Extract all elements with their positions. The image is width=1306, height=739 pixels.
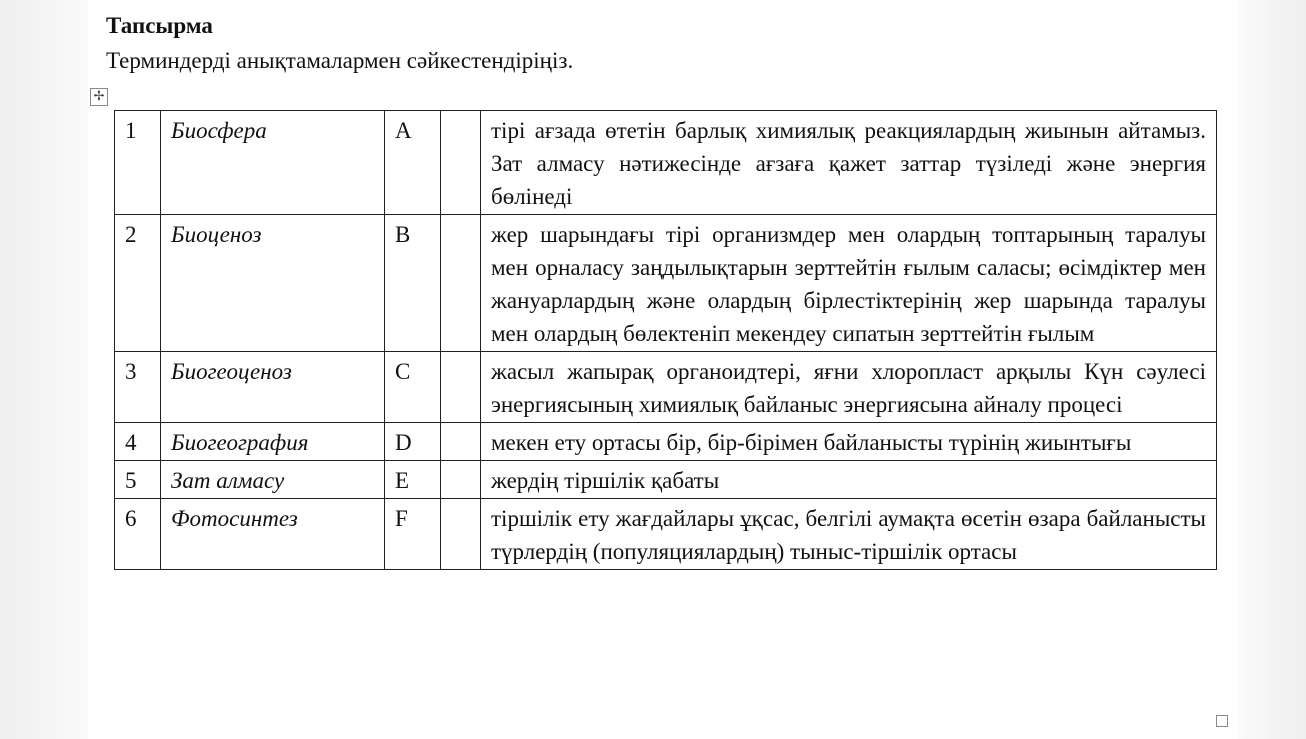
table-row — [115, 499, 1217, 570]
table-resize-handle[interactable] — [1216, 715, 1228, 727]
row-number[interactable]: 3 — [115, 352, 161, 423]
window-margin-left — [0, 0, 88, 739]
answer-cell[interactable] — [441, 352, 481, 423]
row-number[interactable]: 2 — [115, 215, 161, 352]
term-cell[interactable]: Зат алмасу — [161, 461, 385, 499]
matching-table — [114, 110, 1217, 570]
letter-cell[interactable]: F — [385, 499, 441, 570]
answer-cell[interactable] — [441, 499, 481, 570]
letter-cell[interactable]: D — [385, 423, 441, 461]
answer-cell[interactable] — [441, 461, 481, 499]
table-row — [115, 461, 1217, 499]
row-number[interactable]: 6 — [115, 499, 161, 570]
table-row — [115, 423, 1217, 461]
table-row — [115, 111, 1217, 215]
answer-cell[interactable] — [441, 423, 481, 461]
table-move-handle-icon[interactable]: ✢ — [90, 88, 108, 106]
letter-cell[interactable]: A — [385, 111, 441, 215]
definition-cell[interactable]: жасыл жапырақ органоидтері, яғни хлоропласт арқылы Күн сәулесі энергиясының химиялық байланыс энергиясына айналу процесі — [481, 352, 1217, 423]
definition-cell[interactable]: тірі ағзада өтетін барлық химиялық реакциялардың жиынын айтамыз. Зат алмасу нәтижесінде ағзаға қажет заттар түзіледі және энергия бөлінеді — [481, 111, 1217, 215]
row-number[interactable]: 5 — [115, 461, 161, 499]
row-number[interactable]: 4 — [115, 423, 161, 461]
answer-cell[interactable] — [441, 215, 481, 352]
term-cell[interactable]: Биогеоценоз — [161, 352, 385, 423]
table-row — [115, 352, 1217, 423]
term-cell[interactable]: Биогеография — [161, 423, 385, 461]
page-title: Тапсырма — [106, 13, 213, 38]
answer-cell[interactable] — [441, 111, 481, 215]
definition-cell[interactable]: тіршілік ету жағдайлары ұқсас, белгілі аумақта өсетін өзара байланысты түрлердің (популяциялардың) тыныс-тіршілік ортасы — [481, 499, 1217, 570]
term-cell[interactable]: Биоценоз — [161, 215, 385, 352]
row-number[interactable]: 1 — [115, 111, 161, 215]
table-row — [115, 215, 1217, 352]
definition-cell[interactable]: жер шарындағы тірі организмдер мен олардың топтарының таралуы мен орналасу заңдылықтарын зерттейтін ғылым саласы; өсімдіктер мен жануарлардың және олардың бірлестіктерінің жер шарында таралуы мен олардың бөлектеніп мекендеу сипатын зерттейтін ғылым — [481, 215, 1217, 352]
letter-cell[interactable]: E — [385, 461, 441, 499]
letter-cell[interactable]: B — [385, 215, 441, 352]
letter-cell[interactable]: C — [385, 352, 441, 423]
task-instruction: Терминдерді анықтамалармен сәйкестендіріңіз. — [106, 48, 574, 73]
term-cell[interactable]: Фотосинтез — [161, 499, 385, 570]
definition-cell[interactable]: мекен ету ортасы бір, бір-бірімен байланысты түрінің жиынтығы — [481, 423, 1217, 461]
definition-cell[interactable]: жердің тіршілік қабаты — [481, 461, 1217, 499]
window-margin-right — [1238, 0, 1306, 739]
term-cell[interactable]: Биосфера — [161, 111, 385, 215]
